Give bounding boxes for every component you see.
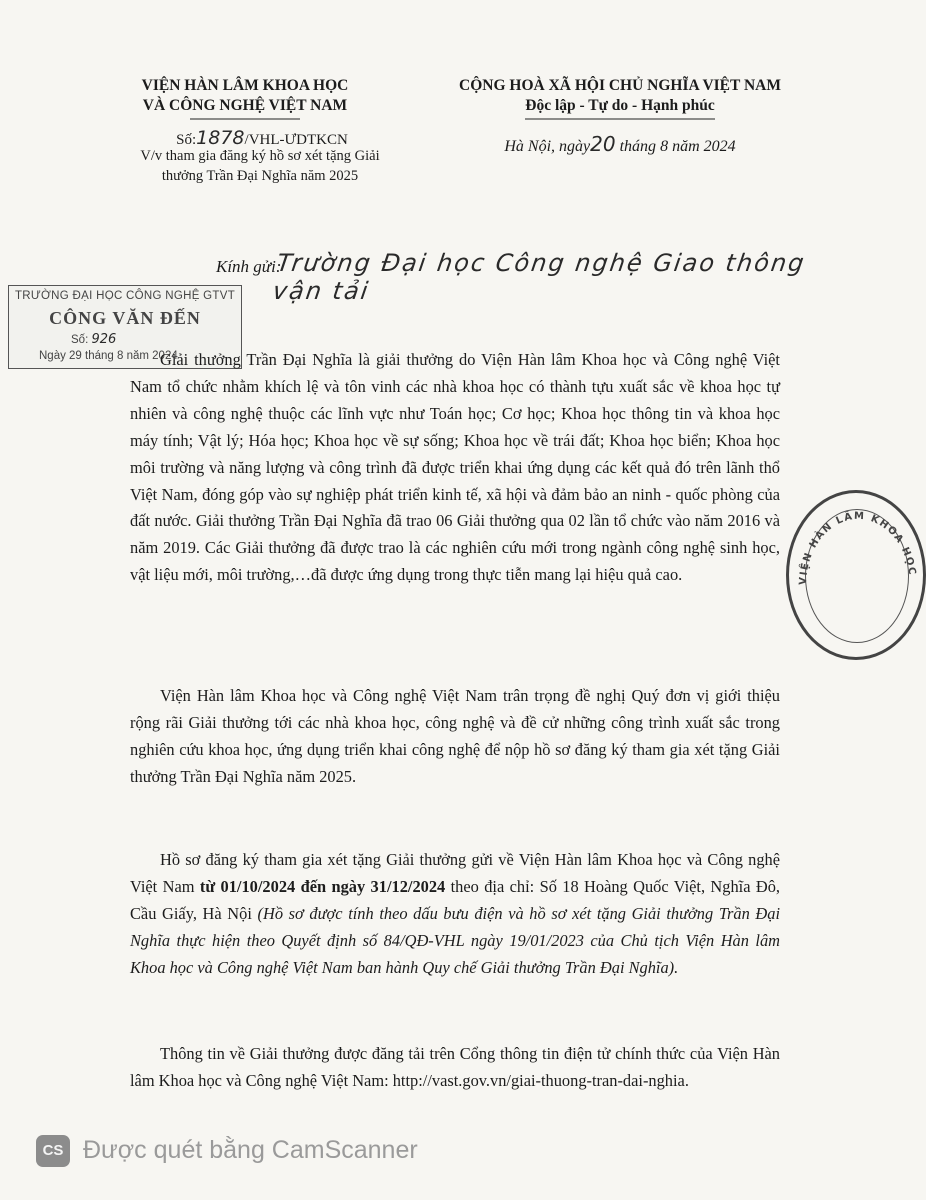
stamp-number-value: 926 [91, 332, 117, 347]
seal-text-ring [786, 490, 926, 660]
document-number-handwritten: 1878 [196, 127, 245, 149]
paragraph-intro: Giải thưởng Trần Đại Nghĩa là giải thưởng do Viện Hàn lâm Khoa học và Công nghệ Việt Nam tổ chức nhằm khích lệ và tôn vinh các nhà khoa học có thành tựu xuất sắc về khoa học tự nhiên và công nghệ thuộc các lĩnh vực như Toán học; Cơ học; Khoa học thông tin và khoa học máy tính; Vật lý; Hóa học; Khoa học về sự sống; Khoa học về trái đất; Khoa học biển; Khoa học môi trường và năng lượng và công trình đã được triển khai ứng dụng các kết quả đó trên lãnh thổ Việt Nam, đóng góp vào sự nghiệp phát triển kinh tế, xã hội và đảm bảo an ninh - quốc phòng của đất nước. Giải thưởng Trần Đại Nghĩa đã trao 06 Giải thưởng qua 02 lần tổ chức vào năm 2016 và năm 2019. Các Giải thưởng đã được trao là các nghiên cứu mới trong ngành công nghệ sinh học, vật liệu mới, môi trường,…đã được ứng dụng trong thực tiễn mang lại hiệu quả cao. [130, 350, 780, 585]
national-title: CỘNG HOÀ XÃ HỘI CHỦ NGHĨA VIỆT NAM [459, 77, 781, 94]
issuer-header [105, 76, 385, 121]
motto-underline [525, 117, 715, 121]
stamp-institution: TRƯỜNG ĐẠI HỌC CÔNG NGHỆ GTVT [14, 290, 236, 302]
camscanner-watermark-text: Được quét bằng CamScanner [83, 1136, 418, 1164]
submission-text-a: Hồ sơ đăng ký tham gia xét tặng Giải thưởng gửi về Viện Hàn lâm Khoa học và Công nghệ Việt Nam [130, 850, 780, 896]
camscanner-logo: CS [36, 1135, 70, 1167]
svg-text:VIỆN HÀN LÂM KHOA HỌC [797, 509, 917, 585]
submission-period: từ 01/10/2024 đến ngày 31/12/2024 [199, 876, 446, 896]
stamp-number [71, 332, 116, 347]
document-date [440, 132, 800, 156]
date-day: 20 [590, 132, 616, 156]
paragraph-request: Viện Hàn lâm Khoa học và Công nghệ Việt Nam trân trọng đề nghị Quý đơn vị giới thiệu rộng rãi Giải thưởng tới các nhà khoa học, công nghệ và đề cử những công trình xuất sắc trong nghiên cứu khoa học, ứng dụng triển khai công nghệ để nộp hồ sơ đăng ký tham gia xét tặng Giải thưởng Trần Đại Nghĩa năm 2025. [130, 686, 780, 786]
stamp-number-label: Số: [71, 334, 89, 346]
date-year: năm 2024 [672, 138, 736, 155]
subject-line1: V/v tham gia đăng ký hồ sơ xét tặng Giải [140, 148, 380, 164]
submission-text-b: theo địa chỉ: Số 18 Hoàng Quốc Việt, Nghĩa Đô, Cầu Giấy, Hà Nội [130, 876, 780, 923]
issuer-underline [190, 117, 300, 121]
date-prefix: Hà Nội, ngày [504, 138, 591, 155]
paragraph-info: Thông tin về Giải thưởng được đăng tải trên Cổng thông tin điện tử chính thức của Viện Hàn lâm Khoa học và Công nghệ Việt Nam: http://vast.gov.vn/giai-thuong-tran-dai-nghia. [130, 1044, 780, 1090]
stamp-title: CÔNG VĂN ĐẾN [49, 308, 201, 328]
date-month-label: tháng [619, 138, 657, 155]
document-subject [110, 146, 410, 186]
document-number-prefix: Số: [176, 132, 197, 148]
document-number-suffix: /VHL-ƯDTKCN [244, 132, 348, 148]
submission-note: (Hồ sơ được tính theo dấu bưu điện và hồ sơ xét tặng Giải thưởng Trần Đại Nghĩa thực hiện theo Quyết định số 84/QĐ-VHL ngày 19/01/2023 của Chủ tịch Viện Hàn lâm Khoa học và Công nghệ Việt Nam ban hành Quy chế Giải thưởng Trần Đại Nghĩa). [130, 903, 781, 977]
issuer-name-line1: VIỆN HÀN LÂM KHOA HỌC [141, 77, 349, 94]
paragraph-submission [130, 847, 780, 982]
national-header [420, 76, 820, 121]
recipient-label: Kính gửi: [216, 257, 282, 276]
stamp-date: Ngày 29 tháng 8 năm 2024 [39, 350, 178, 362]
recipient-handwritten: Trường Đại học Công nghệ Giao thông vận tải [271, 249, 808, 305]
date-month: 8 [660, 138, 669, 155]
national-motto: Độc lập - Tự do - Hạnh phúc [525, 97, 715, 114]
official-seal [786, 490, 926, 660]
issuer-name-line2: VÀ CÔNG NGHỆ VIỆT NAM [142, 97, 348, 114]
seal-text: VIỆN HÀN LÂM KHOA HỌC [797, 510, 918, 586]
subject-line2: thưởng Trần Đại Nghĩa năm 2025 [161, 168, 359, 184]
